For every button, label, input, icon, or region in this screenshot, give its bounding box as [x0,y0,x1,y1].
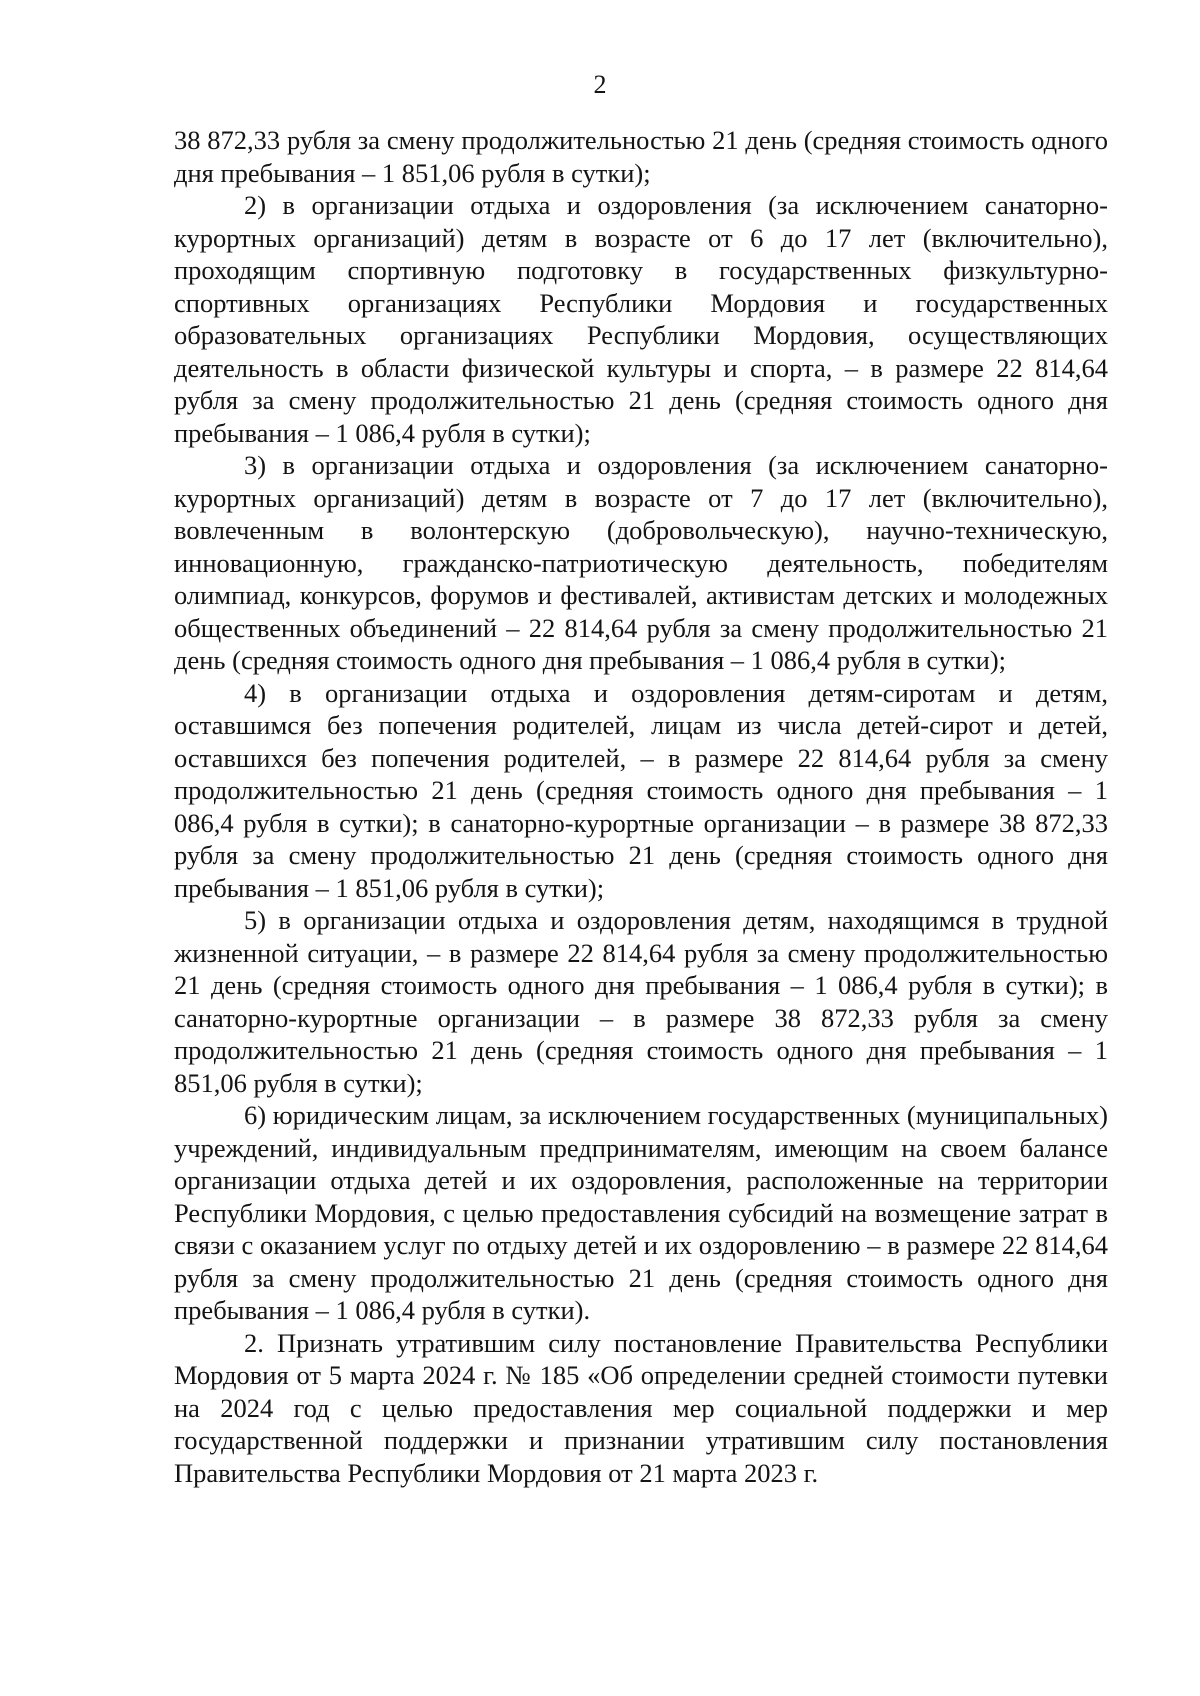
paragraph-item-6: 6) юридическим лицам, за исключением государственных (муниципальных) учреждений, индивидуальным предпринимателям, имеющим на своем балансе организации отдыха детей и их оздоровления, расположенные на территории Республики Мордовия, с целью предоставления субсидий на возмещение затрат в связи с оказанием услуг по отдыху детей и их оздоровлению – в размере 22 814,64 рубля за смену продолжительностью 21 день (средняя стоимость одного дня пребывания – 1 086,4 рубля в сутки). [174,1100,1108,1325]
document-body [174,124,1108,1489]
paragraph-continuation: 38 872,33 рубля за смену продолжительностью 21 день (средняя стоимость одного дня пребывания – 1 851,06 рубля в сутки); [174,125,1108,188]
page-number: 2 [593,70,607,99]
paragraph-item-3: 3) в организации отдыха и оздоровления (за исключением санаторно-курортных организаций) детям в возрасте от 7 до 17 лет (включительно), вовлеченным в волонтерскую (добровольческую), научно-техническую, инновационную, гражданско-патриотическую деятельность, победителям олимпиад, конкурсов, форумов и фестивалей, активистам детских и молодежных общественных объединений – 22 814,64 рубля за смену продолжительностью 21 день (средняя стоимость одного дня пребывания – 1 086,4 рубля в сутки); [174,450,1108,675]
paragraph-item-4: 4) в организации отдыха и оздоровления детям-сиротам и детям, оставшимся без попечения родителей, лицам из числа детей-сирот и детей, оставшихся без попечения родителей, – в размере 22 814,64 рубля за смену продолжительностью 21 день (средняя стоимость одного дня пребывания – 1 086,4 рубля в сутки); в санаторно-курортные организации – в размере 38 872,33 рубля за смену продолжительностью 21 день (средняя стоимость одного дня пребывания – 1 851,06 рубля в сутки); [174,677,1108,903]
paragraph-item-2: 2) в организации отдыха и оздоровления (за исключением санаторно-курортных организаций) детям в возрасте от 6 до 17 лет (включительно), проходящим спортивную подготовку в государственных физкультурно-спортивных организациях Республики Мордовия и государственных образовательных организациях Республики Мордовия, осуществляющих деятельность в области физической культуры и спорта, – в размере 22 814,64 рубля за смену продолжительностью 21 день (средняя стоимость одного дня пребывания – 1 086,4 рубля в сутки); [174,190,1108,448]
paragraph-item-5: 5) в организации отдыха и оздоровления детям, находящимся в трудной жизненной ситуации, – в размере 22 814,64 рубля за смену продолжительностью 21 день (средняя стоимость одного дня пребывания – 1 086,4 рубля в сутки); в санаторно-курортные организации – в размере 38 872,33 рубля за смену продолжительностью 21 день (средняя стоимость одного дня пребывания – 1 851,06 рубля в сутки); [174,905,1108,1098]
paragraph-section-2: 2. Признать утратившим силу постановление Правительства Республики Мордовия от 5 марта 2024 г. № 185 «Об определении средней стоимости путевки на 2024 год с целью предоставления мер социальной поддержки и мер государственной поддержки и признании утратившим силу постановления Правительства Республики Мордовия от 21 марта 2023 г. [174,1327,1108,1488]
